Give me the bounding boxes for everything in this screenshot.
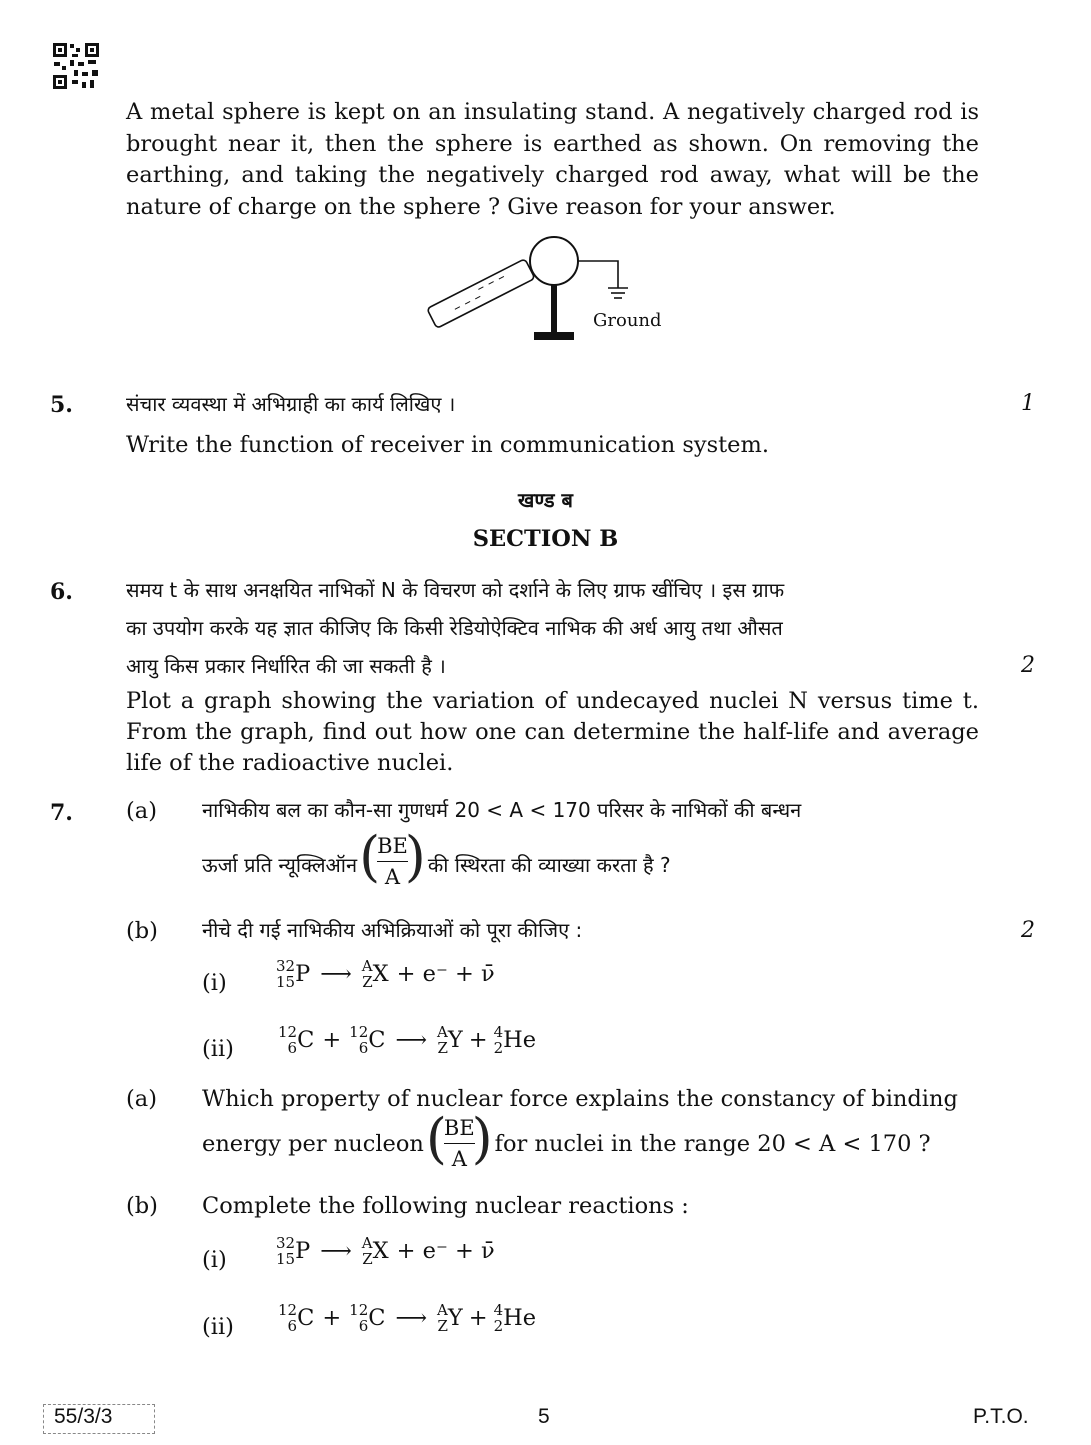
x-mass: A <box>361 1234 373 1252</box>
he-mass: 4 <box>493 1023 504 1041</box>
reaction-i-rest: + e⁻ + ν̄ <box>396 1238 495 1264</box>
p-symbol: P <box>295 1238 311 1264</box>
q7-a-hindi-pre: ऊर्जा प्रति न्यूक्लिऑन <box>202 852 358 877</box>
arrow-icon: ⟶ <box>320 1238 352 1264</box>
reaction-ii-label-english: (ii) <box>202 1314 234 1340</box>
q4-text: A metal sphere is kept on an insulating stand. A negatively charged rod is brought near it, then the sphere is earthed as shown. On removing the earthing, and taking the negatively charged rod away, what will be the nature of charge on the sphere ? Give reason for your answer. <box>126 99 979 220</box>
plus-sign: + <box>322 1027 342 1053</box>
ground-label: Ground <box>593 310 662 331</box>
q7-a-hindi-line1: नाभिकीय बल का कौन-सा गुणधर्म 20 < A < 170 परिसर के नाभिकों की बन्धन <box>202 798 802 822</box>
q6-hindi-line3: आयु किस प्रकार निर्धारित की जा सकती है । <box>126 654 446 678</box>
c2-symbol: C <box>368 1305 386 1331</box>
fraction-denominator: A <box>384 865 401 889</box>
plus-sign: + <box>468 1305 488 1331</box>
pto-label: P.T.O. <box>973 1405 1029 1428</box>
x-z: Z <box>362 1250 373 1268</box>
be-per-a-fraction: ( $\frac{BE}{A}$ ) <box>359 825 426 889</box>
y-z: Z <box>437 1039 448 1057</box>
earthing-wire <box>578 261 618 288</box>
reaction-i-hindi <box>276 958 495 990</box>
q5-hindi: संचार व्यवस्था में अभिग्राही का कार्य लिखिए । <box>126 392 456 416</box>
he-z: 2 <box>493 1317 504 1335</box>
c-mass: 12 <box>278 1301 298 1319</box>
y-symbol: Y <box>447 1305 463 1331</box>
q7-a-english-pre: energy per nucleon <box>202 1131 424 1157</box>
charged-sphere-figure <box>420 230 680 345</box>
c2-symbol: C <box>368 1027 386 1053</box>
p-symbol: P <box>295 961 311 987</box>
x-symbol: X <box>372 961 389 987</box>
reaction-i-label-english: (i) <box>202 1247 227 1273</box>
q6-hindi-line1: समय t के साथ अनक्षयित नाभिकों N के विचरण को दर्शाने के लिए ग्राफ खींचिए । इस ग्राफ <box>126 578 785 602</box>
reaction-i-rest: + e⁻ + ν̄ <box>396 961 495 987</box>
y-mass: A <box>437 1301 448 1319</box>
q7-b-label-hindi: (b) <box>126 918 158 944</box>
he-z: 2 <box>493 1039 504 1057</box>
plus-sign: + <box>468 1027 488 1053</box>
section-heading-hindi: खण्ड ब <box>518 488 573 512</box>
p-mass: 32 <box>276 957 296 975</box>
arrow-icon: ⟶ <box>320 961 352 987</box>
arrow-icon: ⟶ <box>395 1305 428 1331</box>
svg-text:– – –: – – – <box>450 288 485 317</box>
p-z: 15 <box>276 1250 296 1268</box>
x-symbol: X <box>372 1238 389 1264</box>
reaction-ii-label-hindi: (ii) <box>202 1036 234 1062</box>
q6-english: Plot a graph showing the variation of undecayed nuclei N versus time t. From the graph, find out how one can determine the half-life and average life of the radioactive nuclei. <box>126 688 979 776</box>
c-mass: 12 <box>278 1023 298 1041</box>
q7-marks: 2 <box>1021 918 1035 943</box>
q6-number: 6. <box>50 579 73 605</box>
c2-mass: 12 <box>349 1023 369 1041</box>
paper-code: 55/3/3 <box>54 1405 113 1428</box>
p-z: 15 <box>276 973 296 991</box>
c-symbol: C <box>297 1305 315 1331</box>
arrow-icon: ⟶ <box>395 1027 428 1053</box>
plus-sign: + <box>322 1305 342 1331</box>
reaction-i-label-hindi: (i) <box>202 970 227 996</box>
q7-a-hindi-post: की स्थिरता की व्याख्या करता है ? <box>427 852 671 877</box>
c-symbol: C <box>297 1027 315 1053</box>
x-z: Z <box>362 973 373 991</box>
y-mass: A <box>437 1023 448 1041</box>
metal-sphere <box>530 237 578 285</box>
q5-number: 5. <box>50 392 73 418</box>
q7-a-english-line2 <box>202 1107 931 1172</box>
reaction-i-english <box>276 1235 495 1267</box>
page-number: 5 <box>538 1405 550 1428</box>
section-heading: SECTION B <box>472 526 619 552</box>
he-symbol: He <box>503 1305 537 1331</box>
c2-z: 6 <box>358 1039 369 1057</box>
c2-z: 6 <box>358 1317 369 1335</box>
qr-code-icon <box>52 42 100 90</box>
c2-mass: 12 <box>349 1301 369 1319</box>
svg-text:– – –: – – – <box>474 268 509 297</box>
q7-b-hindi: नीचे दी गई नाभिकीय अभिक्रियाओं को पूरा कीजिए : <box>202 918 583 942</box>
c-z: 6 <box>287 1317 298 1335</box>
q7-a-label-english: (a) <box>126 1086 157 1112</box>
q7-b-english: Complete the following nuclear reactions : <box>202 1193 689 1219</box>
q7-a-english-post: for nuclei in the range 20 < A < 170 ? <box>494 1131 931 1157</box>
x-mass: A <box>361 957 373 975</box>
q5-marks: 1 <box>1021 391 1035 416</box>
he-mass: 4 <box>493 1301 504 1319</box>
fraction-numerator: BE <box>377 834 408 858</box>
reaction-ii-english <box>278 1302 536 1334</box>
q7-b-label-english: (b) <box>126 1193 158 1219</box>
reaction-ii-hindi <box>278 1024 536 1056</box>
c-z: 6 <box>287 1039 298 1057</box>
y-z: Z <box>437 1317 448 1335</box>
q5-english: Write the function of receiver in communication system. <box>126 432 769 458</box>
fraction-numerator: BE <box>443 1116 475 1140</box>
q7-a-label-hindi: (a) <box>126 798 157 824</box>
q6-marks: 2 <box>1021 653 1035 678</box>
q7-a-hindi-line2 <box>202 825 671 895</box>
fraction-denominator: A <box>451 1147 467 1171</box>
p-mass: 32 <box>276 1234 296 1252</box>
q7-a-english-line1: Which property of nuclear force explains the constancy of binding <box>202 1086 958 1112</box>
q7-number: 7. <box>50 800 73 826</box>
charged-rod <box>426 257 535 328</box>
q6-hindi-line2: का उपयोग करके यह ज्ञात कीजिए कि किसी रेडियोऐक्टिव नाभिक की अर्ध आयु तथा औसत <box>126 616 783 640</box>
he-symbol: He <box>503 1027 537 1053</box>
insulating-stand <box>551 285 557 333</box>
be-per-a-fraction-english: ( $\frac{BE}{A}$ ) <box>425 1107 493 1171</box>
y-symbol: Y <box>447 1027 463 1053</box>
